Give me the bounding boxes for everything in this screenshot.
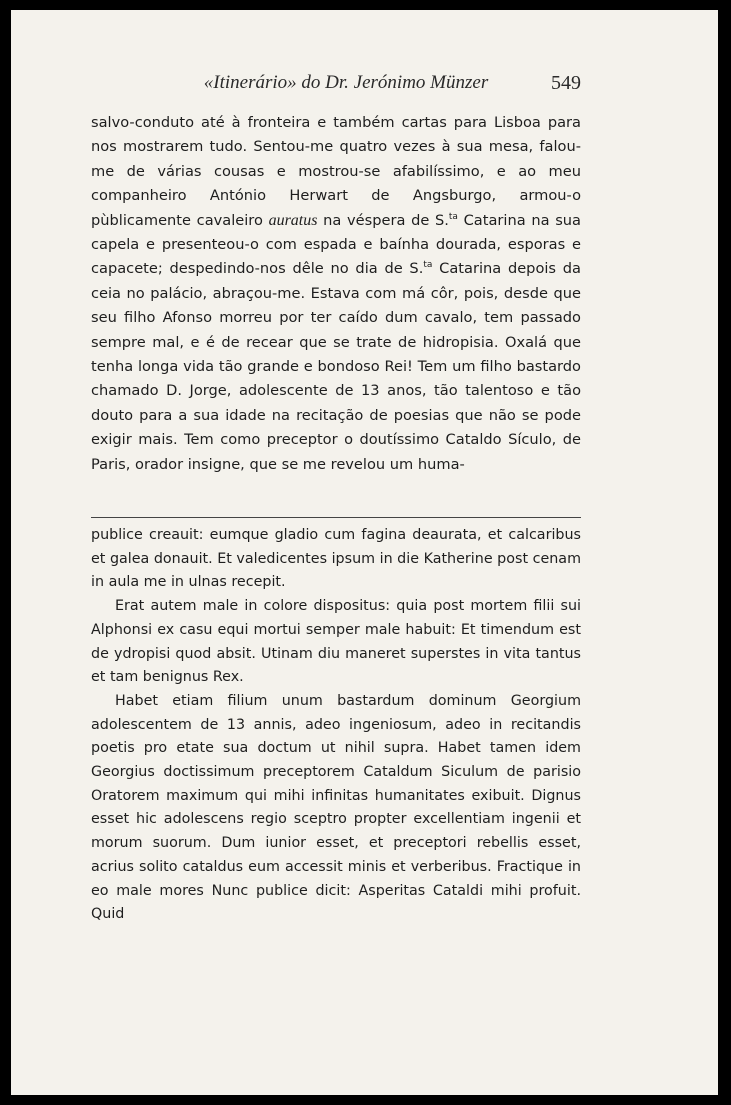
footnote-divider <box>91 517 581 518</box>
italic-term: auratus <box>268 211 318 229</box>
text-segment: Catarina depois da ceia no palácio, abraçou-me. Estava com má côr, pois, desde que seu filho Afonso morreu por ter caído dum cavalo, tem passado sempre mal, e é de recear que se trate de hidropisia. Oxalá que tenha longa vida tão grande e bondoso Rei! Tem um filho bastardo chamado D. Jorge, adolescente de 13 anos, tão talentoso e tão douto para a sua idade na recitação de poesias que não se pode exigir mais. Tem como preceptor o doutíssimo Cataldo Sículo, de Paris, orador insigne, que se me revelou um huma- <box>91 260 581 473</box>
footnote-paragraph: publice creauit: eumque gladio cum fagina deaurata, et calcaribus et galea donauit. Et valedicentes ipsum in die Katherine post cenam in aula me in ulnas recepit. <box>91 527 581 591</box>
footnote-paragraph: Erat autem male in colore dispositus: quia post mortem filii sui Alphonsi ex casu equi mortui semper male habuit: Et timendum est de ydropisi quod absit. Utinam diu maneret superstes in vita tantus et tam benignus Rex. <box>91 598 581 686</box>
text-segment: salvo-conduto até à fronteira e também cartas para Lisboa para nos mostrarem tudo. Sentou-me quatro vezes à sua mesa, falou-me de várias cousas e mostrou-se afabilíssimo, e ao meu companheiro António Herwart de Angsburgo, armou-o pùblicamente cavaleiro <box>91 114 581 229</box>
footnotes <box>91 524 581 927</box>
superscript: ta <box>423 260 433 271</box>
book-page <box>11 10 718 1095</box>
text-segment: na véspera de S. <box>317 211 449 229</box>
superscript: ta <box>448 211 458 222</box>
text-segment: Catarina na sua capela e presenteou-o com espada e baínha dourada, esporas e capacete; despedindo-nos dêle no dia de S. <box>91 211 581 278</box>
page-number: 549 <box>551 72 581 94</box>
footnote-paragraph: Habet etiam filium unum bastardum dominum Georgium adolescentem de 13 annis, adeo ingeniosum, adeo in recitandis poetis pro etate sua doctum ut nihil supra. Habet tamen idem Georgius doctissimum preceptorem Cataldum Siculum de parisio Oratorem maximum qui mihi infinitas humanitates exibuit. Dignus esset hic adolescens regio sceptro propter excellentiam ingenii et morum suorum. Dum iunior esset, et preceptori rebellis esset, acrius solito cataldus eum accessit minis et verberibus. Fractique in eo male mores Nunc publice dicit: Asperitas Cataldi mihi profuit. Quid <box>91 692 581 923</box>
main-text <box>91 111 581 477</box>
main-paragraph <box>91 111 581 477</box>
page-header <box>111 72 581 100</box>
running-title: «Itinerário» do Dr. Jerónimo Münzer <box>203 72 489 93</box>
